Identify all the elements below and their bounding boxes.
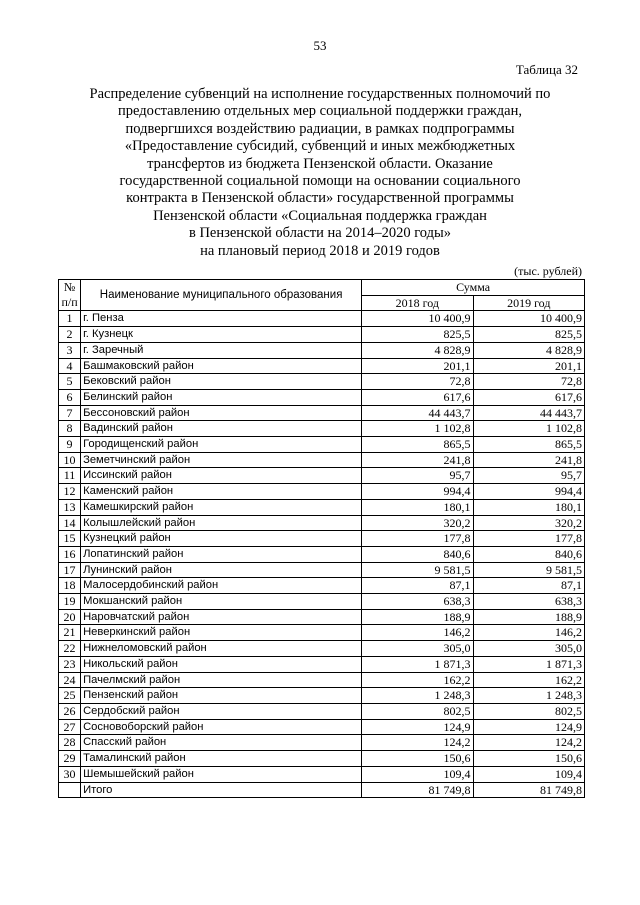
row-number-cell: 25 (59, 688, 81, 704)
municipality-name-cell: Колышлейский район (81, 515, 362, 531)
table-row (59, 515, 585, 531)
title-line: контракта в Пензенской области» государственной программы (126, 190, 514, 207)
amount-2019-cell: 840,6 (473, 546, 584, 562)
table-row (59, 735, 585, 751)
amount-2019-cell: 150,6 (473, 751, 584, 767)
amount-2019-cell: 1 871,3 (473, 656, 584, 672)
amount-2019-cell: 4 828,9 (473, 342, 584, 358)
table-row (59, 468, 585, 484)
municipality-name-cell: Малосердобинский район (81, 578, 362, 594)
header-sum: Сумма (362, 280, 585, 296)
municipality-name-cell: Шемышейский район (81, 766, 362, 782)
municipality-name-cell: Пензенский район (81, 688, 362, 704)
amount-2018-cell: 1 102,8 (362, 421, 473, 437)
municipality-name-cell: г. Пенза (81, 311, 362, 327)
title-line: предоставлению отдельных мер социальной поддержки граждан, (117, 103, 522, 120)
amount-2019-cell: 241,8 (473, 452, 584, 468)
table-row (59, 672, 585, 688)
title-line: Распределение субвенций на исполнение государственных полномочий по (89, 86, 551, 102)
row-number-cell: 12 (59, 484, 81, 500)
municipality-name-cell: Лопатинский район (81, 546, 362, 562)
municipality-name-cell: Наровчатский район (81, 609, 362, 625)
table-row (59, 499, 585, 515)
amount-2018-cell: 840,6 (362, 546, 473, 562)
amount-2019-cell: 109,4 (473, 766, 584, 782)
table-row (59, 437, 585, 453)
amount-2018-cell: 177,8 (362, 531, 473, 547)
amount-2019-cell: 320,2 (473, 515, 584, 531)
amount-2018-cell: 1 248,3 (362, 688, 473, 704)
header-num-line1: № (63, 280, 76, 295)
title-line: трансфертов из бюджета Пензенской области. Оказание (147, 155, 493, 172)
amount-2018-cell: 201,1 (362, 358, 473, 374)
table-row (59, 703, 585, 719)
units-label: (тыс. рублей) (514, 264, 582, 278)
amount-2018-cell: 4 828,9 (362, 342, 473, 358)
municipality-name-cell: Лунинский район (81, 562, 362, 578)
municipality-name-cell: Каменский район (81, 484, 362, 500)
amount-2019-cell: 201,1 (473, 358, 584, 374)
row-number-cell (59, 782, 81, 798)
table-row (59, 358, 585, 374)
table-row (59, 484, 585, 500)
row-number-cell: 11 (59, 468, 81, 484)
amount-2018-cell: 10 400,9 (362, 311, 473, 327)
row-number-cell: 20 (59, 609, 81, 625)
municipality-name-cell: Тамалинский район (81, 751, 362, 767)
amount-2019-cell: 162,2 (473, 672, 584, 688)
row-number-cell: 10 (59, 452, 81, 468)
amount-2019-cell: 44 443,7 (473, 405, 584, 421)
row-number-cell: 29 (59, 751, 81, 767)
page-number: 53 (313, 38, 327, 53)
municipality-name-cell: Итого (81, 782, 362, 798)
amount-2019-cell: 124,9 (473, 719, 584, 735)
table-row (59, 594, 585, 610)
subvention-table (58, 279, 585, 798)
amount-2019-cell: 1 248,3 (473, 688, 584, 704)
row-number-cell: 7 (59, 405, 81, 421)
amount-2019-cell: 825,5 (473, 327, 584, 343)
table-row (59, 625, 585, 641)
municipality-name-cell: Спасский район (81, 735, 362, 751)
document-title (72, 86, 568, 260)
row-number-cell: 14 (59, 515, 81, 531)
table-row (59, 688, 585, 704)
amount-2018-cell: 124,2 (362, 735, 473, 751)
table-row (59, 405, 585, 421)
amount-2018-cell: 802,5 (362, 703, 473, 719)
municipality-name-cell: Бессоновский район (81, 405, 362, 421)
amount-2018-cell: 81 749,8 (362, 782, 473, 798)
municipality-name-cell: Городищенский район (81, 437, 362, 453)
header-year-2019: 2019 год (473, 295, 584, 311)
row-number-cell: 26 (59, 703, 81, 719)
table-row (59, 421, 585, 437)
row-number-cell: 8 (59, 421, 81, 437)
row-number-cell: 22 (59, 641, 81, 657)
amount-2018-cell: 825,5 (362, 327, 473, 343)
municipality-name-cell: г. Кузнецк (81, 327, 362, 343)
table-row (59, 531, 585, 547)
municipality-name-cell: Нижнеломовский район (81, 641, 362, 657)
row-number-cell: 3 (59, 342, 81, 358)
municipality-name-cell: Бековский район (81, 374, 362, 390)
row-number-cell: 2 (59, 327, 81, 343)
row-number-cell: 16 (59, 546, 81, 562)
amount-2018-cell: 241,8 (362, 452, 473, 468)
amount-2018-cell: 87,1 (362, 578, 473, 594)
amount-2019-cell: 305,0 (473, 641, 584, 657)
table-row (59, 641, 585, 657)
table-row (59, 766, 585, 782)
title-line: «Предоставление субсидий, субвенций и иных межбюджетных (124, 138, 516, 155)
amount-2018-cell: 72,8 (362, 374, 473, 390)
header-year-2018: 2018 год (362, 295, 473, 311)
title-line: Пензенской области «Социальная поддержка граждан (153, 207, 487, 224)
row-number-cell: 27 (59, 719, 81, 735)
row-number-cell: 19 (59, 594, 81, 610)
amount-2018-cell: 865,5 (362, 437, 473, 453)
row-number-cell: 6 (59, 389, 81, 405)
row-number-cell: 28 (59, 735, 81, 751)
amount-2018-cell: 1 871,3 (362, 656, 473, 672)
amount-2018-cell: 95,7 (362, 468, 473, 484)
municipality-name-cell: Земетчинский район (81, 452, 362, 468)
amount-2019-cell: 124,2 (473, 735, 584, 751)
amount-2018-cell: 638,3 (362, 594, 473, 610)
municipality-name-cell: Башмаковский район (81, 358, 362, 374)
municipality-name-cell: Никольский район (81, 656, 362, 672)
table-row (59, 578, 585, 594)
amount-2019-cell: 188,9 (473, 609, 584, 625)
table-row (59, 311, 585, 327)
title-line: государственной социальной помощи на основании социального (119, 173, 521, 190)
table-row (59, 389, 585, 405)
municipality-name-cell: Камешкирский район (81, 499, 362, 515)
header-num (59, 280, 81, 311)
title-line: на плановый период 2018 и 2019 годов (200, 242, 440, 259)
title-line: подвергшихся воздействию радиации, в рамках подпрограммы (125, 120, 515, 137)
row-number-cell: 15 (59, 531, 81, 547)
amount-2019-cell: 146,2 (473, 625, 584, 641)
row-number-cell: 1 (59, 311, 81, 327)
table-row (59, 609, 585, 625)
amount-2019-cell: 994,4 (473, 484, 584, 500)
row-number-cell: 5 (59, 374, 81, 390)
table-row (59, 719, 585, 735)
table-label: Таблица 32 (515, 62, 578, 77)
amount-2018-cell: 124,9 (362, 719, 473, 735)
row-number-cell: 4 (59, 358, 81, 374)
municipality-name-cell: Мокшанский район (81, 594, 362, 610)
municipality-name-cell: Иссинский район (81, 468, 362, 484)
row-number-cell: 24 (59, 672, 81, 688)
amount-2019-cell: 9 581,5 (473, 562, 584, 578)
amount-2018-cell: 150,6 (362, 751, 473, 767)
amount-2018-cell: 146,2 (362, 625, 473, 641)
municipality-name-cell: Кузнецкий район (81, 531, 362, 547)
amount-2018-cell: 9 581,5 (362, 562, 473, 578)
municipality-name-cell: Пачелмский район (81, 672, 362, 688)
amount-2019-cell: 95,7 (473, 468, 584, 484)
row-number-cell: 13 (59, 499, 81, 515)
amount-2018-cell: 162,2 (362, 672, 473, 688)
amount-2019-cell: 180,1 (473, 499, 584, 515)
table-row (59, 342, 585, 358)
table-row (59, 782, 585, 798)
row-number-cell: 17 (59, 562, 81, 578)
row-number-cell: 9 (59, 437, 81, 453)
municipality-name-cell: г. Заречный (81, 342, 362, 358)
amount-2019-cell: 802,5 (473, 703, 584, 719)
municipality-name-cell: Белинский район (81, 389, 362, 405)
amount-2018-cell: 188,9 (362, 609, 473, 625)
amount-2018-cell: 109,4 (362, 766, 473, 782)
municipality-name-cell: Сердобский район (81, 703, 362, 719)
municipality-name-cell: Вадинский район (81, 421, 362, 437)
table-body (59, 311, 585, 798)
municipality-name-cell: Сосновоборский район (81, 719, 362, 735)
title-line: в Пензенской области на 2014–2020 годы» (188, 225, 452, 242)
table-row (59, 327, 585, 343)
header-name: Наименование муниципального образования (81, 280, 362, 311)
amount-2019-cell: 72,8 (473, 374, 584, 390)
amount-2018-cell: 617,6 (362, 389, 473, 405)
amount-2018-cell: 44 443,7 (362, 405, 473, 421)
row-number-cell: 30 (59, 766, 81, 782)
amount-2018-cell: 320,2 (362, 515, 473, 531)
table-row (59, 452, 585, 468)
amount-2018-cell: 305,0 (362, 641, 473, 657)
amount-2019-cell: 638,3 (473, 594, 584, 610)
amount-2018-cell: 994,4 (362, 484, 473, 500)
amount-2019-cell: 865,5 (473, 437, 584, 453)
amount-2019-cell: 87,1 (473, 578, 584, 594)
header-num-line2: п/п (61, 295, 78, 310)
table-row (59, 562, 585, 578)
row-number-cell: 21 (59, 625, 81, 641)
municipality-name-cell: Неверкинский район (81, 625, 362, 641)
table-row (59, 546, 585, 562)
amount-2018-cell: 180,1 (362, 499, 473, 515)
amount-2019-cell: 81 749,8 (473, 782, 584, 798)
table-row (59, 656, 585, 672)
amount-2019-cell: 1 102,8 (473, 421, 584, 437)
amount-2019-cell: 10 400,9 (473, 311, 584, 327)
row-number-cell: 23 (59, 656, 81, 672)
amount-2019-cell: 617,6 (473, 389, 584, 405)
row-number-cell: 18 (59, 578, 81, 594)
table-row (59, 751, 585, 767)
amount-2019-cell: 177,8 (473, 531, 584, 547)
table-row (59, 374, 585, 390)
